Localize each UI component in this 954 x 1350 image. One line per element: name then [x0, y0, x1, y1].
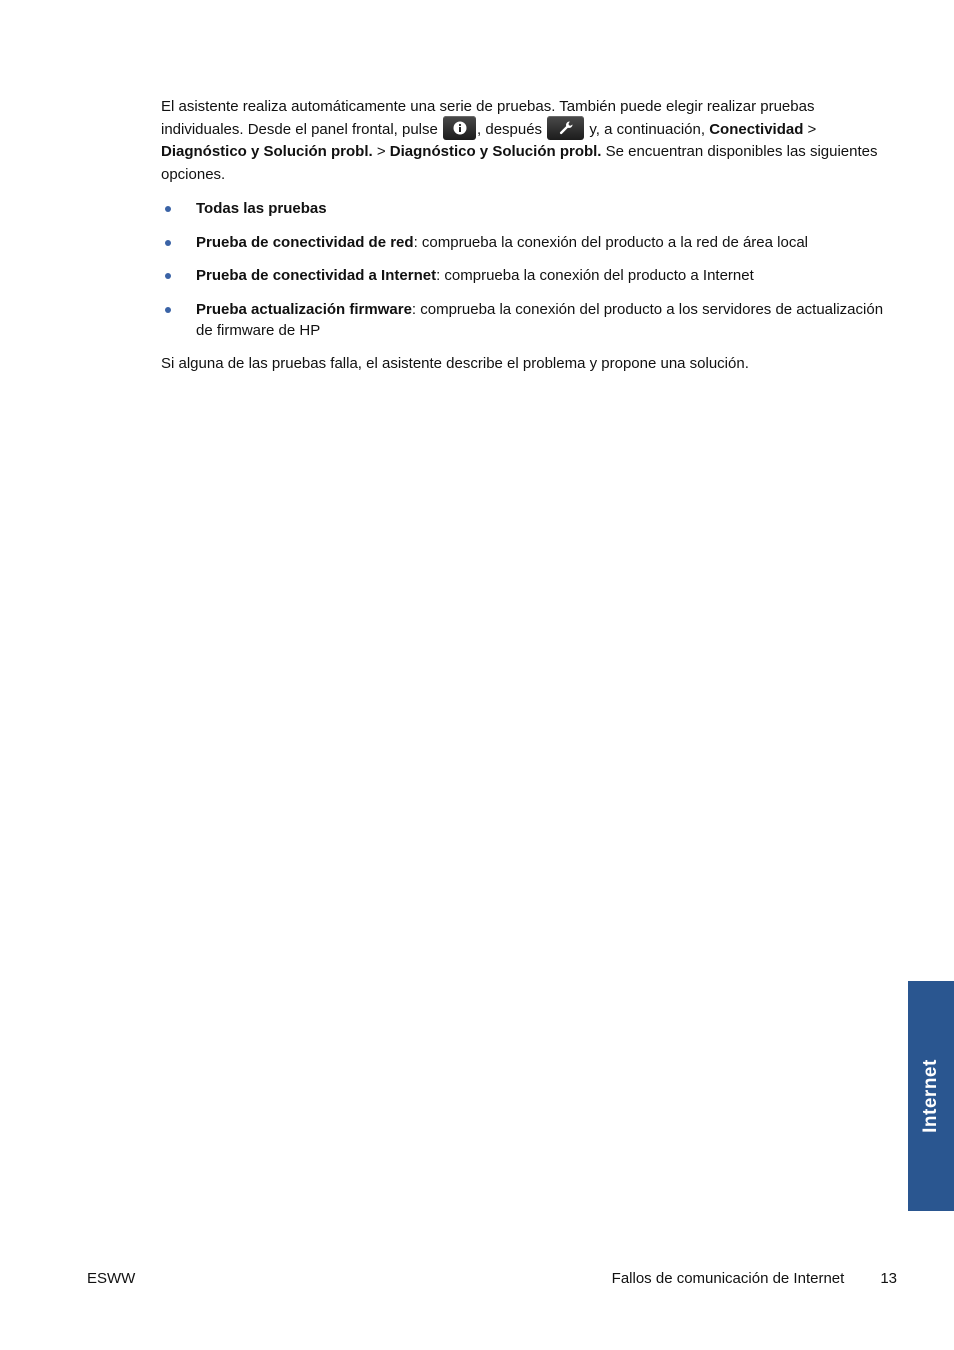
intro-paragraph [161, 96, 886, 186]
closing-paragraph: Si alguna de las pruebas falla, el asistente describe el problema y propone una solución. [161, 355, 749, 372]
option-name: Todas las pruebas [196, 200, 327, 217]
menu-path-diagnostico-sub: Diagnóstico y Solución probl. [389, 143, 602, 160]
footer-section-title: Fallos de comunicación de Internet [611, 1270, 845, 1287]
chapter-tab [908, 981, 954, 1211]
bullet-icon [165, 307, 171, 313]
option-desc: : comprueba la conexión del producto a Internet [436, 267, 754, 284]
intro-text: , después [477, 120, 547, 138]
intro-text: y, a continuación, [585, 120, 710, 138]
list-item [161, 299, 886, 341]
intro-text: Se encuentran disponibles las siguientes opciones. [161, 143, 878, 183]
menu-separator: > [803, 120, 817, 138]
list-item [161, 232, 886, 253]
info-icon [443, 116, 476, 140]
chapter-tab-label: Internet [920, 1059, 941, 1133]
option-desc: : comprueba la conexión del producto a la red de área local [413, 233, 808, 251]
menu-path-diagnostico: Diagnóstico y Solución probl. [161, 143, 373, 160]
intro-text: El asistente realiza automáticamente una serie de pruebas. También puede elegir realizar pruebas individuales. Desde el panel frontal, pulse [161, 98, 815, 138]
menu-separator: > [372, 143, 390, 160]
wrench-icon [547, 116, 584, 140]
options-list [161, 198, 886, 341]
bullet-icon [165, 206, 171, 212]
menu-path-conectividad: Conectividad [709, 120, 804, 138]
option-desc: : comprueba la conexión del producto a los servidores de actualización de firmware de HP [196, 300, 884, 339]
main-content [161, 96, 886, 376]
option-name: Prueba de conectividad a Internet [196, 267, 437, 284]
footer-right [612, 1270, 897, 1287]
option-name: Prueba actualización firmware [196, 300, 412, 318]
bullet-icon [165, 240, 171, 246]
list-item [161, 198, 886, 219]
page-number: 13 [880, 1270, 897, 1287]
list-item [161, 265, 886, 286]
footer-left: ESWW [87, 1270, 136, 1287]
option-name: Prueba de conectividad de red [196, 233, 414, 251]
bullet-icon [165, 273, 171, 279]
